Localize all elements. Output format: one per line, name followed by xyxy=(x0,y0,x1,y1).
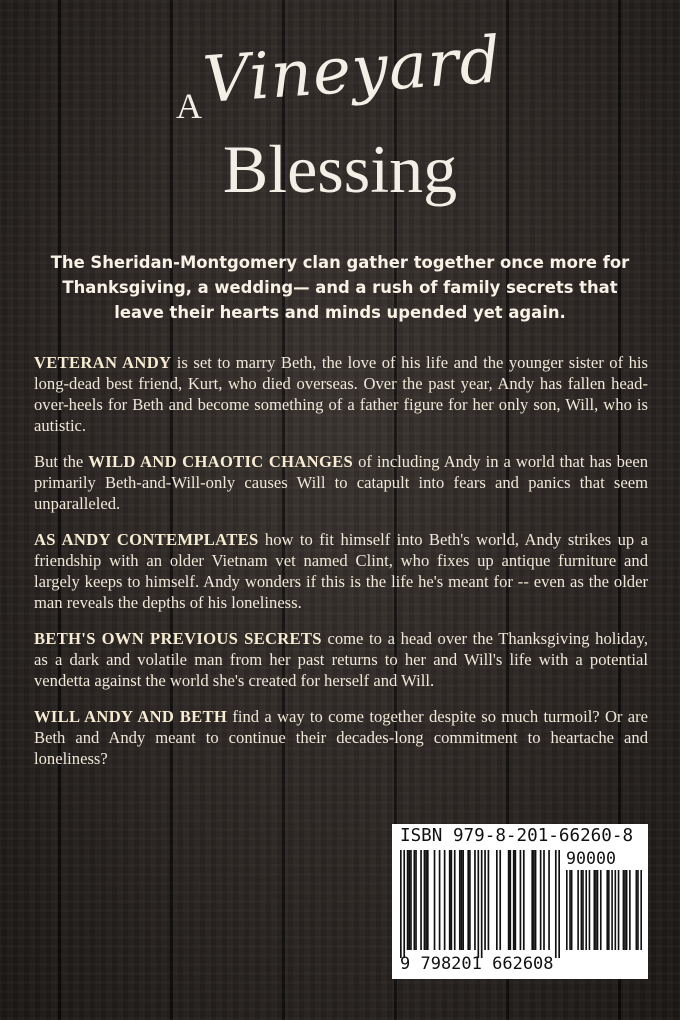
barcode-bar xyxy=(548,850,550,950)
barcode-bar xyxy=(558,850,560,958)
blurb xyxy=(34,352,648,784)
barcode-bar xyxy=(520,850,522,950)
isbn-barcode xyxy=(392,824,648,979)
barcode-bar xyxy=(611,870,613,950)
barcode-bar xyxy=(462,850,464,950)
paragraph-text: is set to marry Beth, the love of his life and the younger sister of his long-dead best friend, Kurt, who died overseas. Over the past year, Andy has fallen head-over-heels for Beth and become something of a father figure for her only son, Will, who is autistic. xyxy=(34,353,649,435)
book-title xyxy=(0,23,680,218)
barcode-bar xyxy=(637,870,639,950)
barcode-bar xyxy=(424,850,426,950)
barcode-bar xyxy=(600,870,602,950)
barcode-bar xyxy=(499,850,501,950)
ean-digits: 9 798201 662608 xyxy=(400,954,554,974)
blurb-paragraph-4 xyxy=(34,628,648,691)
barcode-bar xyxy=(540,850,542,950)
barcode-bar xyxy=(571,870,573,950)
barcode-bar xyxy=(640,870,642,950)
barcode-bar xyxy=(425,850,427,950)
barcode-bar xyxy=(407,850,409,950)
barcode-bar xyxy=(413,850,415,950)
barcode-bar xyxy=(515,850,517,950)
barcode-bar xyxy=(636,870,638,950)
paragraph-pre: But the xyxy=(34,452,89,471)
barcode-bar xyxy=(595,870,597,950)
barcode-bar xyxy=(454,850,456,950)
blurb-paragraph-3 xyxy=(34,529,648,613)
barcode-bar xyxy=(629,870,631,950)
barcode-bar xyxy=(488,850,490,950)
barcode-bar xyxy=(589,870,591,950)
barcode-bar xyxy=(469,850,471,950)
barcode-bar xyxy=(427,850,429,950)
barcode-bar xyxy=(451,850,453,950)
barcode-bar xyxy=(420,850,422,950)
barcode-bar xyxy=(581,870,583,950)
barcode-bar xyxy=(543,850,545,950)
isbn-label: ISBN 979-8-201-66260-8 xyxy=(400,826,634,846)
blurb-paragraph-2 xyxy=(34,451,648,514)
barcode-bar xyxy=(477,850,479,958)
barcode-bar xyxy=(508,850,510,950)
barcode-bar xyxy=(449,850,451,950)
barcode-bar xyxy=(408,850,410,950)
paragraph-text: come to a head over the Thanksgiving holiday, as a dark and volatile man from her past returns to her and Will's life with a potential vendetta against the world she's created for herself and Will. xyxy=(34,629,649,690)
barcode-bar xyxy=(415,850,417,950)
barcode-bar xyxy=(624,870,626,950)
barcode-bar xyxy=(618,870,620,950)
barcode-bar xyxy=(531,850,533,950)
barcode-bar xyxy=(467,850,469,950)
barcode-bar xyxy=(400,850,402,958)
barcode-bar xyxy=(459,850,461,950)
barcode-bar xyxy=(585,870,587,950)
barcode-bar xyxy=(593,870,595,950)
barcode-bar xyxy=(582,870,584,950)
barcode-bar xyxy=(461,850,463,950)
ean-barcode-bars xyxy=(400,850,560,958)
barcode-bar xyxy=(597,870,599,950)
barcode-bar xyxy=(513,850,515,950)
barcode-bar xyxy=(474,850,476,950)
barcode-bar xyxy=(434,850,436,950)
barcode-bar xyxy=(444,850,446,950)
addon-barcode-bars xyxy=(566,870,642,950)
paragraph-text: of including Andy in a world that has been primarily Beth-and-Will-only causes Will to catapult into fears and panics that seem unparalleled. xyxy=(34,452,649,513)
title-prefix: A xyxy=(176,86,203,126)
blurb-paragraph-1 xyxy=(34,352,648,436)
barcode-bar xyxy=(615,870,617,950)
blurb-paragraph-5 xyxy=(34,706,648,769)
barcode-bar xyxy=(481,850,483,958)
barcode-bar xyxy=(533,850,535,950)
tagline: The Sheridan-Montgomery clan gather together once more for Thanksgiving, a wedding— and a rush of family secrets that leave their hearts and minds upended yet again. xyxy=(50,253,630,322)
barcode-bar xyxy=(623,870,625,950)
barcode-bar xyxy=(566,870,568,950)
barcode-bar xyxy=(606,870,608,950)
barcode-bar xyxy=(484,850,486,950)
price-code: 90000 xyxy=(566,849,616,868)
barcode-bar xyxy=(569,870,571,950)
paragraph-text: find a way to come together despite so much turmoil? Or are Beth and Andy meant to continue their decades-long commitment to heartache and loneliness? xyxy=(34,707,648,768)
paragraph-lead: AS ANDY CONTEMPLATES xyxy=(34,530,259,549)
barcode-bar xyxy=(555,850,557,958)
paragraph-lead: VETERAN ANDY xyxy=(34,353,172,372)
barcode-bar xyxy=(626,870,628,950)
barcode-bar xyxy=(608,870,610,950)
paragraph-lead: WILL ANDY AND BETH xyxy=(34,707,228,726)
barcode-bar xyxy=(496,850,498,950)
barcode-bar xyxy=(535,850,537,950)
barcode-bar xyxy=(403,850,405,958)
title-main-word: Blessing xyxy=(222,131,458,207)
barcode-bar xyxy=(410,850,412,950)
barcode-bar xyxy=(439,850,441,950)
paragraph-text: how to fit himself into Beth's world, Andy strikes up a friendship with an older Vietnam vet named Clint, who fixes up antique furniture and largely keeps to himself. Andy wonders if this is the life he's meant for -- even as the older man reveals the depths of his loneliness. xyxy=(34,530,648,612)
paragraph-lead: WILD AND CHAOTIC CHANGES xyxy=(88,452,354,471)
paragraph-lead: BETH'S OWN PREVIOUS SECRETS xyxy=(34,629,322,648)
barcode-bar xyxy=(577,870,579,950)
barcode-bar xyxy=(523,850,525,950)
title-script-word: Vineyard xyxy=(200,23,504,118)
barcode-bar xyxy=(509,850,511,950)
